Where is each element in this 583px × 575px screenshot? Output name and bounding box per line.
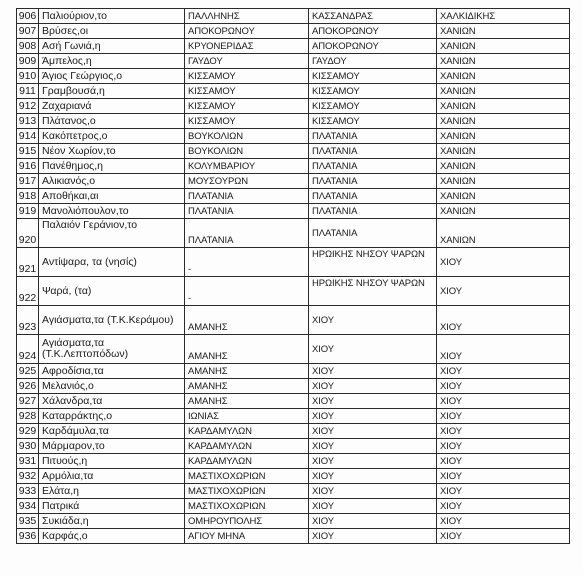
municipal-unit-cell: ΚΟΛΥΜΒΑΡΙΟΥ — [185, 159, 309, 174]
municipal-unit-cell: ΜΑΣΤΙΧΟΧΩΡΙΩΝ — [185, 469, 309, 484]
table-row — [17, 529, 570, 544]
place-name-cell: Μανολιόπουλον,το — [39, 204, 185, 219]
municipality-cell: ΑΠΟΚΟΡΩΝΟΥ — [309, 24, 437, 39]
municipal-unit-cell: ΚΡΥΟΝΕΡΙΔΑΣ — [185, 39, 309, 54]
municipality-cell: ΧΙΟΥ — [309, 306, 437, 335]
regional-unit-cell: ΧΙΟΥ — [437, 439, 570, 454]
municipality-cell: ΧΙΟΥ — [309, 409, 437, 424]
place-name-cell: Κακόπετρος,ο — [39, 129, 185, 144]
regional-unit-cell: ΧΙΟΥ — [437, 379, 570, 394]
table-row — [17, 204, 570, 219]
table-row — [17, 114, 570, 129]
settlements-table — [16, 8, 570, 544]
row-number-cell: 909 — [17, 54, 39, 69]
row-number-cell: 910 — [17, 69, 39, 84]
municipality-cell: ΠΛΑΤΑΝΙΑ — [309, 219, 437, 248]
place-name-cell: Άμπελος,η — [39, 54, 185, 69]
row-number-cell: 923 — [17, 306, 39, 335]
regional-unit-cell: ΧΑΝΙΩΝ — [437, 24, 570, 39]
municipal-unit-cell: ΜΑΣΤΙΧΟΧΩΡΙΩΝ — [185, 499, 309, 514]
row-number-cell: 933 — [17, 484, 39, 499]
place-name-cell: Παλαιόν Γεράνιον,το — [39, 219, 185, 248]
regional-unit-cell: ΧΙΟΥ — [437, 248, 570, 277]
place-name-cell: Αφροδίσια,τα — [39, 364, 185, 379]
place-name-cell: Άγιος Γεώργιος,ο — [39, 69, 185, 84]
place-name-cell: Πιτυούς,η — [39, 454, 185, 469]
municipal-unit-cell: ΒΟΥΚΟΛΙΩΝ — [185, 144, 309, 159]
municipal-unit-cell: ΚΙΣΣΑΜΟΥ — [185, 114, 309, 129]
regional-unit-cell: ΧΑΝΙΩΝ — [437, 174, 570, 189]
table-row — [17, 409, 570, 424]
municipal-unit-cell: ΠΛΑΤΑΝΙΑ — [185, 189, 309, 204]
municipality-cell: ΧΙΟΥ — [309, 499, 437, 514]
regional-unit-cell: ΧΙΟΥ — [437, 364, 570, 379]
municipality-cell: ΧΙΟΥ — [309, 379, 437, 394]
municipality-cell: ΠΛΑΤΑΝΙΑ — [309, 189, 437, 204]
regional-unit-cell: ΧΑΝΙΩΝ — [437, 84, 570, 99]
table-row — [17, 159, 570, 174]
table-row — [17, 39, 570, 54]
row-number-cell: 935 — [17, 514, 39, 529]
regional-unit-cell: ΧΑΝΙΩΝ — [437, 99, 570, 114]
municipality-cell: ΧΙΟΥ — [309, 514, 437, 529]
place-name-cell: Νέον Χωρίον,το — [39, 144, 185, 159]
municipality-cell: ΠΛΑΤΑΝΙΑ — [309, 144, 437, 159]
regional-unit-cell: ΧΑΝΙΩΝ — [437, 54, 570, 69]
table-row — [17, 499, 570, 514]
municipal-unit-cell: ΑΓΙΟΥ ΜΗΝΑ — [185, 529, 309, 544]
table-row — [17, 99, 570, 114]
row-number-cell: 928 — [17, 409, 39, 424]
row-number-cell: 921 — [17, 248, 39, 277]
table-row — [17, 484, 570, 499]
municipal-unit-cell: ΚΑΡΔΑΜΥΛΩΝ — [185, 439, 309, 454]
place-name-cell: Πλάτανος,ο — [39, 114, 185, 129]
regional-unit-cell: ΧΙΟΥ — [437, 409, 570, 424]
row-number-cell: 915 — [17, 144, 39, 159]
place-name-cell: Συκιάδα,η — [39, 514, 185, 529]
table-row — [17, 424, 570, 439]
row-number-cell: 906 — [17, 9, 39, 24]
municipal-unit-cell: ΠΛΑΤΑΝΙΑ — [185, 204, 309, 219]
row-number-cell: 919 — [17, 204, 39, 219]
municipal-unit-cell: ΜΑΣΤΙΧΟΧΩΡΙΩΝ — [185, 484, 309, 499]
municipal-unit-cell: ΚΑΡΔΑΜΥΛΩΝ — [185, 454, 309, 469]
row-number-cell: 926 — [17, 379, 39, 394]
municipality-cell: ΧΙΟΥ — [309, 454, 437, 469]
place-name-cell: Ελάτα,η — [39, 484, 185, 499]
place-name-cell: Καρδάμυλα,τα — [39, 424, 185, 439]
regional-unit-cell: ΧΑΛΚΙΔΙΚΗΣ — [437, 9, 570, 24]
table-row — [17, 469, 570, 484]
place-name-cell: Αντίψαρα, τα (νησίς) — [39, 248, 185, 277]
municipality-cell: ΚΙΣΣΑΜΟΥ — [309, 99, 437, 114]
municipality-cell: ΧΙΟΥ — [309, 469, 437, 484]
municipal-unit-cell: ΠΛΑΤΑΝΙΑ — [185, 219, 309, 248]
municipal-unit-cell: ΒΟΥΚΟΛΙΩΝ — [185, 129, 309, 144]
table-row — [17, 454, 570, 469]
table-row — [17, 248, 570, 277]
municipal-unit-cell: ΟΜΗΡΟΥΠΟΛΗΣ — [185, 514, 309, 529]
municipal-unit-cell: ΑΜΑΝΗΣ — [185, 394, 309, 409]
row-number-cell: 925 — [17, 364, 39, 379]
row-number-cell: 917 — [17, 174, 39, 189]
row-number-cell: 914 — [17, 129, 39, 144]
municipal-unit-cell: ΑΜΑΝΗΣ — [185, 364, 309, 379]
row-number-cell: 908 — [17, 39, 39, 54]
municipal-unit-cell: ΚΙΣΣΑΜΟΥ — [185, 84, 309, 99]
municipality-cell: ΧΙΟΥ — [309, 394, 437, 409]
row-number-cell: 929 — [17, 424, 39, 439]
table-row — [17, 514, 570, 529]
regional-unit-cell: ΧΑΝΙΩΝ — [437, 219, 570, 248]
regional-unit-cell: ΧΙΟΥ — [437, 335, 570, 364]
municipality-cell: ΚΙΣΣΑΜΟΥ — [309, 114, 437, 129]
municipality-cell: ΧΙΟΥ — [309, 335, 437, 364]
row-number-cell: 931 — [17, 454, 39, 469]
municipality-cell: ΓΑΥΔΟΥ — [309, 54, 437, 69]
municipal-unit-cell: ΚΙΣΣΑΜΟΥ — [185, 99, 309, 114]
municipality-cell: ΚΙΣΣΑΜΟΥ — [309, 84, 437, 99]
regional-unit-cell: ΧΙΟΥ — [437, 277, 570, 306]
municipal-unit-cell: ΚΑΡΔΑΜΥΛΩΝ — [185, 424, 309, 439]
municipal-unit-cell: ΑΜΑΝΗΣ — [185, 306, 309, 335]
row-number-cell: 907 — [17, 24, 39, 39]
place-name-cell: Πανέθημος,η — [39, 159, 185, 174]
place-name-cell: Αγιάσματα,τα (Τ.Κ.Κεράμου) — [39, 306, 185, 335]
table-row — [17, 306, 570, 335]
municipal-unit-cell: - — [185, 248, 309, 277]
row-number-cell: 918 — [17, 189, 39, 204]
place-name-cell: Μάρμαρον,το — [39, 439, 185, 454]
table-row — [17, 54, 570, 69]
table-row — [17, 364, 570, 379]
row-number-cell: 913 — [17, 114, 39, 129]
place-name-cell: Χάλανδρα,τα — [39, 394, 185, 409]
regional-unit-cell: ΧΙΟΥ — [437, 394, 570, 409]
municipality-cell: ΠΛΑΤΑΝΙΑ — [309, 204, 437, 219]
table-body — [17, 9, 570, 544]
municipality-cell: ΗΡΩΙΚΗΣ ΝΗΣΟΥ ΨΑΡΩΝ — [309, 248, 437, 277]
place-name-cell: Αρμόλια,τα — [39, 469, 185, 484]
regional-unit-cell: ΧΑΝΙΩΝ — [437, 114, 570, 129]
municipality-cell: ΚΙΣΣΑΜΟΥ — [309, 69, 437, 84]
place-name-cell: Αποθήκαι,αι — [39, 189, 185, 204]
place-name-cell: Καταρράκτης,ο — [39, 409, 185, 424]
municipality-cell: ΧΙΟΥ — [309, 424, 437, 439]
table-row — [17, 189, 570, 204]
municipality-cell: ΠΛΑΤΑΝΙΑ — [309, 159, 437, 174]
row-number-cell: 924 — [17, 335, 39, 364]
regional-unit-cell: ΧΑΝΙΩΝ — [437, 39, 570, 54]
table-row — [17, 174, 570, 189]
municipal-unit-cell: ΚΙΣΣΑΜΟΥ — [185, 69, 309, 84]
municipality-cell: ΧΙΟΥ — [309, 529, 437, 544]
municipality-cell: ΚΑΣΣΑΝΔΡΑΣ — [309, 9, 437, 24]
place-name-cell: Καρφάς,ο — [39, 529, 185, 544]
place-name-cell: Ψαρά, (τα) — [39, 277, 185, 306]
table-row — [17, 24, 570, 39]
municipal-unit-cell: - — [185, 277, 309, 306]
municipality-cell: ΠΛΑΤΑΝΙΑ — [309, 129, 437, 144]
row-number-cell: 922 — [17, 277, 39, 306]
municipal-unit-cell: ΑΜΑΝΗΣ — [185, 379, 309, 394]
regional-unit-cell: ΧΑΝΙΩΝ — [437, 129, 570, 144]
table-row — [17, 129, 570, 144]
place-name-cell: Ασή Γωνιά,η — [39, 39, 185, 54]
regional-unit-cell: ΧΑΝΙΩΝ — [437, 204, 570, 219]
row-number-cell: 930 — [17, 439, 39, 454]
table-row — [17, 335, 570, 364]
table-row — [17, 219, 570, 248]
municipal-unit-cell: ΜΟΥΣΟΥΡΩΝ — [185, 174, 309, 189]
place-name-cell: Αλικιανός,ο — [39, 174, 185, 189]
municipality-cell: ΠΛΑΤΑΝΙΑ — [309, 174, 437, 189]
table-row — [17, 9, 570, 24]
place-name-cell: Ζαχαριανά — [39, 99, 185, 114]
regional-unit-cell: ΧΑΝΙΩΝ — [437, 69, 570, 84]
municipal-unit-cell: ΓΑΥΔΟΥ — [185, 54, 309, 69]
regional-unit-cell: ΧΑΝΙΩΝ — [437, 159, 570, 174]
row-number-cell: 927 — [17, 394, 39, 409]
table-row — [17, 394, 570, 409]
regional-unit-cell: ΧΙΟΥ — [437, 424, 570, 439]
municipal-unit-cell: ΠΑΛΛΗΝΗΣ — [185, 9, 309, 24]
municipality-cell: ΧΙΟΥ — [309, 364, 437, 379]
place-name-cell: Πατρικά — [39, 499, 185, 514]
municipal-unit-cell: ΑΠΟΚΟΡΩΝΟΥ — [185, 24, 309, 39]
place-name-cell: Βρύσες,οι — [39, 24, 185, 39]
table-row — [17, 144, 570, 159]
regional-unit-cell: ΧΙΟΥ — [437, 469, 570, 484]
regional-unit-cell: ΧΑΝΙΩΝ — [437, 144, 570, 159]
row-number-cell: 920 — [17, 219, 39, 248]
regional-unit-cell: ΧΙΟΥ — [437, 484, 570, 499]
regional-unit-cell: ΧΙΟΥ — [437, 499, 570, 514]
table-row — [17, 439, 570, 454]
place-name-cell: Παλιούριον,το — [39, 9, 185, 24]
regional-unit-cell: ΧΙΟΥ — [437, 529, 570, 544]
row-number-cell: 936 — [17, 529, 39, 544]
municipality-cell: ΧΙΟΥ — [309, 439, 437, 454]
municipality-cell: ΗΡΩΙΚΗΣ ΝΗΣΟΥ ΨΑΡΩΝ — [309, 277, 437, 306]
municipal-unit-cell: ΙΩΝΙΑΣ — [185, 409, 309, 424]
municipal-unit-cell: ΑΜΑΝΗΣ — [185, 335, 309, 364]
place-name-cell: Μελανιός,ο — [39, 379, 185, 394]
municipality-cell: ΑΠΟΚΟΡΩΝΟΥ — [309, 39, 437, 54]
row-number-cell: 911 — [17, 84, 39, 99]
regional-unit-cell: ΧΙΟΥ — [437, 306, 570, 335]
row-number-cell: 912 — [17, 99, 39, 114]
row-number-cell: 934 — [17, 499, 39, 514]
table-row — [17, 84, 570, 99]
regional-unit-cell: ΧΙΟΥ — [437, 514, 570, 529]
place-name-cell: Αγιάσματα,τα (Τ.Κ.Λεπτοπόδων) — [39, 335, 185, 364]
regional-unit-cell: ΧΙΟΥ — [437, 454, 570, 469]
table-row — [17, 69, 570, 84]
row-number-cell: 932 — [17, 469, 39, 484]
regional-unit-cell: ΧΑΝΙΩΝ — [437, 189, 570, 204]
row-number-cell: 916 — [17, 159, 39, 174]
place-name-cell: Γραμβουσά,η — [39, 84, 185, 99]
table-row — [17, 379, 570, 394]
table-row — [17, 277, 570, 306]
municipality-cell: ΧΙΟΥ — [309, 484, 437, 499]
